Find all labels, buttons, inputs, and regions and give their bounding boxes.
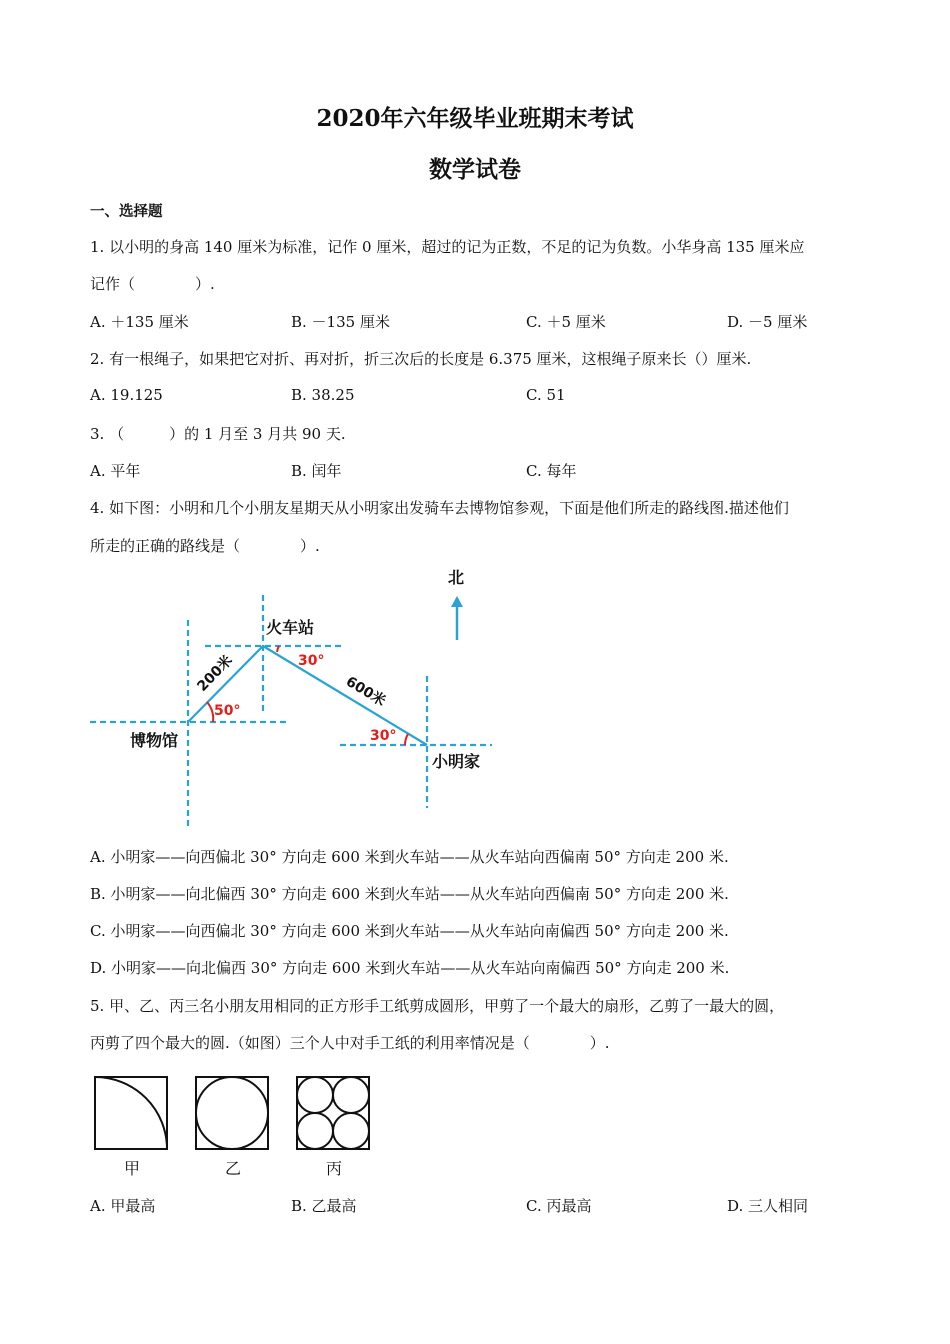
- q5-text-line2: 丙剪了四个最大的圆.（如图）三个人中对手工纸的利用率情况是（ ）.: [90, 1034, 610, 1052]
- q2-option-a[interactable]: A. 19.125: [90, 386, 163, 404]
- q4-text-line1: 4. 如下图：小明和几个小朋友星期天从小明家出发骑车去博物馆参观，下面是他们所走的路线图.描述他们: [90, 499, 789, 517]
- q3-option-a[interactable]: A. 平年: [90, 462, 141, 480]
- q2-text: 2. 有一根绳子，如果把它对折、再对折，折三次后的长度是 6.375 厘米，这根绳子原来长（）厘米.: [90, 350, 752, 368]
- north-arrow-icon: [451, 596, 463, 640]
- map-dist-200: 200米: [194, 652, 236, 695]
- figure-label-yi: 乙: [225, 1159, 242, 1178]
- section-heading: 一、选择题: [90, 203, 163, 220]
- map-angle-30-station: 30°: [298, 653, 325, 669]
- map-angle-50: 50°: [214, 703, 241, 719]
- q5-option-d[interactable]: D. 三人相同: [727, 1197, 809, 1215]
- q1-option-a[interactable]: A. ＋135 厘米: [90, 313, 189, 331]
- q2-option-b[interactable]: B. 38.25: [291, 386, 355, 404]
- figure-jia-square: [95, 1077, 167, 1149]
- map-angle-30-home: 30°: [370, 728, 397, 744]
- q5-option-c[interactable]: C. 丙最高: [526, 1197, 592, 1215]
- q1-text-line1: 1. 以小明的身高 140 厘米为标准，记作 0 厘米，超过的记为正数，不足的记为负数。小华身高 135 厘米应: [90, 238, 805, 256]
- map-home-label: 小明家: [432, 752, 481, 771]
- route-station-home: [263, 646, 427, 745]
- map-museum-label: 博物馆: [130, 731, 179, 750]
- angle-arc-museum: [207, 702, 213, 722]
- q3-option-b[interactable]: B. 闰年: [291, 462, 342, 480]
- figure-yi-circle: [196, 1077, 268, 1149]
- figure-label-bing: 丙: [326, 1159, 343, 1178]
- q1-option-d[interactable]: D. －5 厘米: [727, 313, 808, 331]
- q2-option-c[interactable]: C. 51: [526, 386, 566, 404]
- q4-option-d[interactable]: D. 小明家——向北偏西 30° 方向走 600 米到火车站——从火车站向南偏西 50° 方向走 200 米.: [90, 959, 730, 977]
- q4-text-line2: 所走的正确的路线是（ ）.: [90, 537, 320, 555]
- figure-jia-sector: [95, 1077, 167, 1149]
- q3-text: 3. （ ）的 1 月至 3 月共 90 天.: [90, 425, 346, 443]
- q4-option-a[interactable]: A. 小明家——向西偏北 30° 方向走 600 米到火车站——从火车站向西偏南 50° 方向走 200 米.: [90, 848, 729, 866]
- angle-arc-home: [405, 734, 408, 745]
- exam-subtitle: 数学试卷: [429, 156, 521, 183]
- map-north-label: 北: [448, 568, 465, 587]
- paper-figures: [90, 1072, 375, 1157]
- q1-option-b[interactable]: B. －135 厘米: [291, 313, 390, 331]
- q5-option-b[interactable]: B. 乙最高: [291, 1197, 357, 1215]
- map-station-label: 火车站: [266, 618, 315, 637]
- q1-option-c[interactable]: C. ＋5 厘米: [526, 313, 606, 331]
- q4-option-c[interactable]: C. 小明家——向西偏北 30° 方向走 600 米到火车站——从火车站向南偏西 50° 方向走 200 米.: [90, 922, 729, 940]
- q5-option-a[interactable]: A. 甲最高: [90, 1197, 156, 1215]
- q1-text-line2: 记作（ ）.: [90, 275, 215, 293]
- q5-text-line1: 5. 甲、乙、丙三名小朋友用相同的正方形手工纸剪成圆形，甲剪了一个最大的扇形，乙剪了一最大的圆，: [90, 997, 785, 1015]
- q3-option-c[interactable]: C. 每年: [526, 462, 577, 480]
- route-map-diagram: [85, 560, 505, 835]
- figure-bing-square: [297, 1077, 369, 1149]
- figure-label-jia: 甲: [124, 1159, 141, 1178]
- map-dist-600: 600米: [342, 673, 389, 710]
- q4-option-b[interactable]: B. 小明家——向北偏西 30° 方向走 600 米到火车站——从火车站向西偏南 50° 方向走 200 米.: [90, 885, 729, 903]
- exam-title: 2020年六年级毕业班期末考试: [316, 105, 634, 132]
